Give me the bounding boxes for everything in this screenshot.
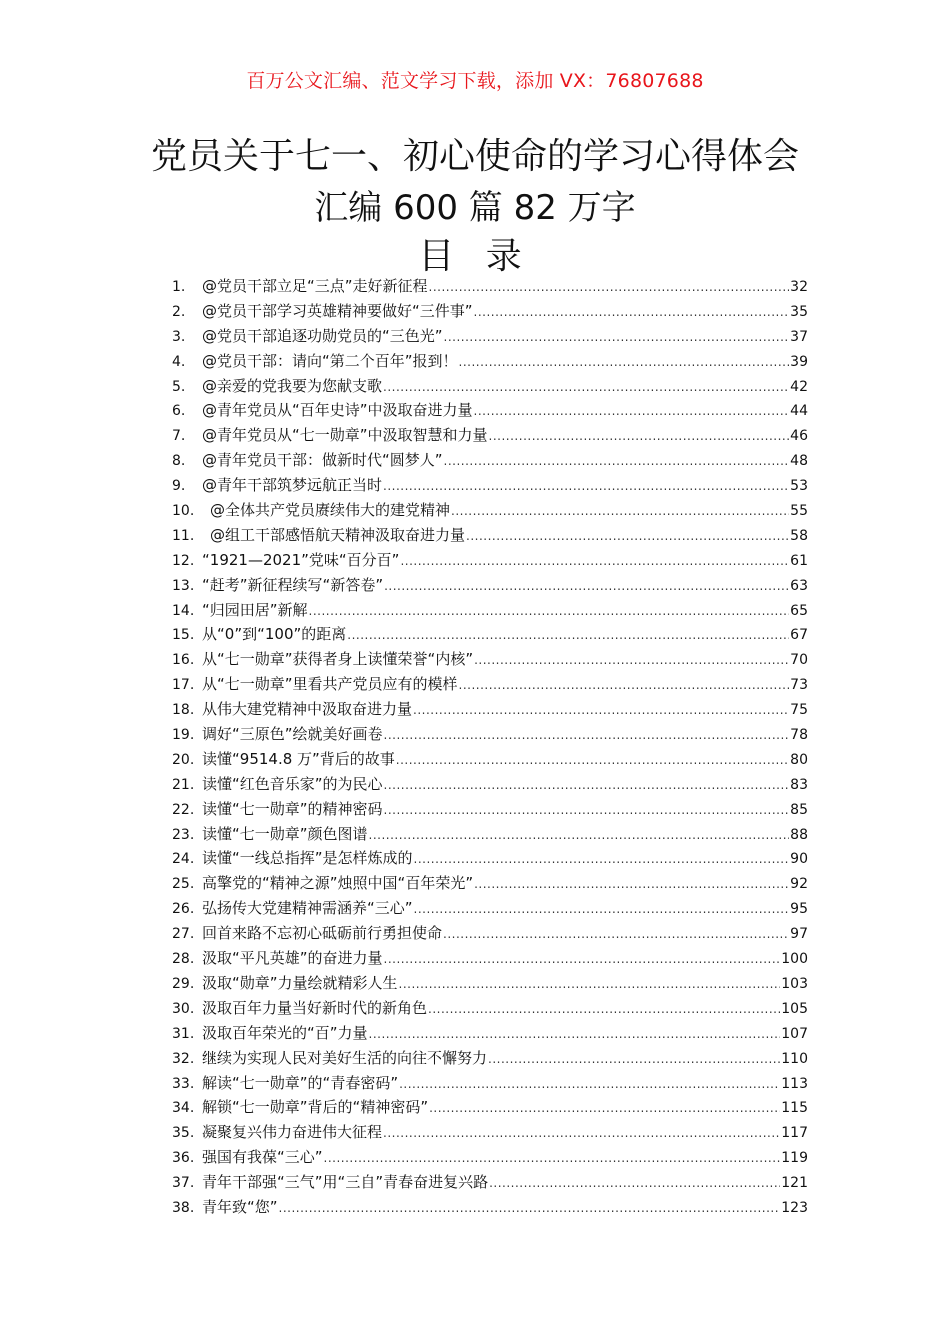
dot-leader [414, 847, 790, 872]
toc-entry-number: 5. [172, 378, 186, 395]
toc-entry-title: @党员干部立足“三点”走好新征程 [202, 277, 428, 295]
toc-entry[interactable] [172, 896, 808, 921]
toc-entry[interactable] [172, 299, 808, 324]
toc-entry-number: 7. [172, 428, 186, 445]
toc-entry-title: 高擎党的“精神之源”烛照中国“百年荣光” [202, 874, 474, 893]
toc-entry-title: 从“七一勋章”获得者身上读懂荣誉“内核” [202, 650, 474, 669]
toc-entry-page: 63 [790, 577, 808, 594]
toc-entry-number: 28. [172, 951, 195, 968]
toc-entry[interactable] [172, 846, 808, 871]
toc-entry-number: 36. [172, 1150, 195, 1167]
dot-leader [474, 872, 789, 897]
toc-entry-page: 44 [790, 403, 808, 420]
toc-entry-page: 90 [790, 851, 808, 868]
toc-heading: 目 录 [418, 236, 532, 277]
toc-entry-page: 105 [781, 1000, 808, 1017]
dot-leader [474, 300, 790, 325]
toc-entry-number: 19. [172, 727, 195, 744]
dot-leader [459, 673, 790, 698]
dot-leader [399, 1072, 780, 1097]
toc-entry[interactable] [172, 324, 808, 349]
dot-leader [428, 997, 780, 1022]
toc-entry-number: 26. [172, 901, 195, 918]
toc-entry-page: 121 [781, 1175, 808, 1192]
toc-entry[interactable] [172, 523, 808, 548]
toc-entry-number: 31. [172, 1025, 195, 1042]
dot-leader [489, 1171, 780, 1196]
toc-entry[interactable] [172, 274, 808, 299]
toc-entry-title: 汲取“勋章”力量绘就精彩人生 [202, 973, 398, 992]
dot-leader [400, 549, 789, 574]
toc-entry-number: 27. [172, 926, 195, 943]
toc-entry-page: 123 [781, 1199, 808, 1216]
toc-entry-number: 6. [172, 403, 186, 420]
toc-entry-number: 22. [172, 801, 195, 818]
toc-entry-page: 113 [781, 1075, 808, 1092]
toc-entry[interactable] [172, 548, 808, 573]
dot-leader [429, 275, 790, 300]
toc-entry-number: 17. [172, 677, 195, 694]
toc-entry-number: 15. [172, 627, 195, 644]
toc-entry[interactable] [172, 473, 808, 498]
toc-entry-number: 29. [172, 975, 195, 992]
toc-entry-page: 88 [790, 826, 808, 843]
toc-entry-page: 110 [781, 1050, 808, 1067]
toc-entry-number: 25. [172, 876, 195, 893]
toc-entry-number: 16. [172, 652, 195, 669]
toc-entry-title: 读懂“七一勋章”颜色图谱 [202, 824, 368, 843]
toc-entry-page: 115 [781, 1100, 808, 1117]
toc-entry-number: 1. [172, 279, 186, 295]
toc-entry-title: 读懂“红色音乐家”的为民心 [202, 774, 383, 793]
toc-entry-page: 117 [781, 1125, 808, 1142]
toc-entry-page: 92 [790, 876, 808, 893]
toc-entry[interactable] [172, 1021, 808, 1046]
toc-entry-title: @青年党员从“百年史诗”中汲取奋进力量 [202, 401, 473, 420]
dot-leader [369, 823, 790, 848]
toc-entry-title: 回首来路不忘初心砥砺前行勇担使命 [202, 924, 443, 943]
toc-entry-page: 46 [790, 428, 808, 445]
table-of-contents [172, 274, 808, 1220]
toc-entry[interactable] [172, 722, 808, 747]
toc-entry-title: @全体共产党员赓续伟大的建党精神 [210, 501, 451, 520]
toc-entry-number: 10. [172, 503, 195, 520]
dot-leader [279, 1196, 781, 1221]
toc-entry-number: 30. [172, 1000, 195, 1017]
toc-entry-title: 从“七一勋章”里看共产党员应有的模样 [202, 675, 458, 694]
toc-entry-page: 85 [790, 801, 808, 818]
toc-entry[interactable] [172, 498, 808, 523]
dot-leader [384, 723, 790, 748]
toc-entry-page: 35 [790, 303, 808, 320]
toc-entry-page: 78 [790, 727, 808, 744]
toc-entry[interactable] [172, 772, 808, 797]
toc-entry[interactable] [172, 1120, 808, 1145]
dot-leader [399, 972, 781, 997]
dot-leader [451, 499, 789, 524]
toc-entry[interactable] [172, 1046, 808, 1071]
toc-entry-title: 读懂“9514.8 万”背后的故事 [202, 749, 395, 768]
toc-entry-number: 20. [172, 751, 195, 768]
toc-entry-title: 汲取“平凡英雄”的奋进力量 [202, 949, 383, 968]
toc-entry-number: 14. [172, 602, 195, 619]
toc-entry-number: 18. [172, 702, 195, 719]
toc-entry-title: @党员干部追逐功勋党员的“三色光” [202, 326, 443, 345]
toc-entry-page: 107 [781, 1025, 808, 1042]
toc-entry[interactable] [172, 1071, 808, 1096]
dot-leader [444, 449, 790, 474]
toc-entry-title: 继续为实现人民对美好生活的向往不懈努力 [202, 1048, 488, 1067]
toc-entry[interactable] [172, 448, 808, 473]
toc-entry-page: 42 [790, 378, 808, 395]
document-subtitle: 汇编 600 篇 82 万字 [314, 188, 636, 228]
toc-entry-page: 97 [790, 926, 808, 943]
toc-entry-title: “归园田居”新解 [202, 600, 308, 619]
toc-entry-title: 汲取百年荣光的“百”力量 [202, 1023, 368, 1042]
toc-entry-page: 83 [790, 776, 808, 793]
toc-entry-number: 3. [172, 328, 186, 345]
dot-leader [309, 599, 790, 624]
toc-entry-page: 55 [790, 503, 808, 520]
toc-entry-page: 100 [781, 951, 808, 968]
dot-leader [383, 375, 789, 400]
toc-entry[interactable] [172, 349, 808, 374]
toc-entry-page: 53 [790, 478, 808, 495]
dot-leader [384, 947, 781, 972]
toc-entry[interactable] [172, 598, 808, 623]
toc-entry[interactable] [172, 996, 808, 1021]
document-title: 党员关于七一、初心使命的学习心得体会 [150, 136, 799, 177]
dot-leader [384, 773, 790, 798]
toc-entry-page: 80 [790, 751, 808, 768]
toc-entry[interactable] [172, 1195, 808, 1220]
toc-entry-title: 汲取百年力量当好新时代的新角色 [202, 998, 428, 1017]
dot-leader [384, 798, 790, 823]
toc-entry-page: 32 [790, 279, 808, 295]
toc-entry[interactable] [172, 1145, 808, 1170]
dot-leader [444, 325, 790, 350]
dot-leader [474, 399, 790, 424]
toc-entry[interactable] [172, 697, 808, 722]
toc-entry-title: 解锁“七一勋章”背后的“精神密码” [202, 1098, 429, 1117]
toc-entry-number: 24. [172, 851, 195, 868]
dot-leader [413, 698, 789, 723]
dot-leader [347, 623, 789, 648]
toc-entry[interactable] [172, 747, 808, 772]
toc-entry[interactable] [172, 647, 808, 672]
toc-entry[interactable] [172, 946, 808, 971]
toc-entry-title: 从伟大建党精神中汲取奋进力量 [202, 700, 413, 719]
toc-entry-title: @青年党员从“七一勋章”中汲取智慧和力量 [202, 426, 488, 445]
toc-entry-title: 青年干部强“三气”用“三自”青春奋进复兴路 [202, 1173, 489, 1192]
dot-leader [324, 1146, 781, 1171]
dot-leader [443, 922, 789, 947]
toc-entry[interactable] [172, 398, 808, 423]
toc-entry-number: 34. [172, 1100, 195, 1117]
dot-leader [474, 648, 789, 673]
dot-leader [414, 897, 790, 922]
toc-entry[interactable] [172, 672, 808, 697]
toc-entry-title: 调好“三原色”绘就美好画卷 [202, 725, 383, 744]
toc-entry-title: 弘扬传大党建精神需涵养“三心” [202, 899, 413, 918]
dot-leader [488, 1047, 780, 1072]
toc-entry[interactable] [172, 374, 808, 399]
toc-entry-title: 解读“七一勋章”的“青春密码” [202, 1073, 399, 1092]
dot-leader [396, 748, 789, 773]
toc-entry-title: 从“0”到“100”的距离 [202, 625, 347, 644]
toc-entry-number: 13. [172, 577, 195, 594]
dot-leader [429, 1096, 780, 1121]
dot-leader [466, 524, 789, 549]
dot-leader [383, 1121, 780, 1146]
toc-entry-number: 12. [172, 552, 195, 569]
toc-entry-title: 读懂“一线总指挥”是怎样炼成的 [202, 849, 413, 868]
dot-leader [384, 574, 789, 599]
toc-entry-page: 58 [790, 527, 808, 544]
toc-entry-page: 73 [790, 677, 808, 694]
toc-entry-number: 37. [172, 1175, 195, 1192]
toc-entry-page: 61 [790, 552, 808, 569]
dot-leader [369, 1022, 781, 1047]
toc-entry[interactable] [172, 797, 808, 822]
toc-entry-title: 强国有我葆“三心” [202, 1148, 323, 1167]
toc-entry-title: @党员干部学习英雄精神要做好“三件事” [202, 301, 473, 320]
toc-entry[interactable] [172, 971, 808, 996]
toc-entry[interactable] [172, 822, 808, 847]
toc-entry-title: @党员干部：请向“第二个百年”报到！ [202, 351, 458, 370]
toc-entry[interactable] [172, 871, 808, 896]
toc-entry-page: 67 [790, 627, 808, 644]
toc-entry-title: 读懂“七一勋章”的精神密码 [202, 799, 383, 818]
toc-entry-page: 119 [781, 1150, 808, 1167]
toc-entry-number: 32. [172, 1050, 195, 1067]
promo-banner: 百万公文汇编、范文学习下载，添加 VX：76807688 [246, 70, 704, 92]
toc-entry-page: 103 [781, 975, 808, 992]
dot-leader [489, 424, 790, 449]
toc-entry-page: 37 [790, 328, 808, 345]
toc-entry-page: 95 [790, 901, 808, 918]
toc-entry-page: 75 [790, 702, 808, 719]
toc-entry-number: 11. [172, 527, 195, 544]
toc-entry[interactable] [172, 1170, 808, 1195]
toc-entry[interactable] [172, 1095, 808, 1120]
toc-entry-number: 2. [172, 303, 186, 320]
toc-entry-page: 48 [790, 453, 808, 470]
toc-entry-title: @青年党员干部：做新时代“圆梦人” [202, 451, 443, 470]
toc-entry-title: @组工干部感悟航天精神汲取奋进力量 [210, 525, 466, 544]
toc-entry-number: 21. [172, 776, 195, 793]
toc-entry-page: 70 [790, 652, 808, 669]
toc-entry[interactable] [172, 423, 808, 448]
toc-entry-number: 35. [172, 1125, 195, 1142]
toc-entry-number: 33. [172, 1075, 195, 1092]
toc-entry-number: 9. [172, 478, 186, 495]
toc-entry-number: 23. [172, 826, 195, 843]
toc-entry[interactable] [172, 921, 808, 946]
toc-entry-number: 8. [172, 453, 186, 470]
toc-entry-title: 青年致“您” [202, 1197, 278, 1216]
toc-entry-title: “1921—2021”党味“百分百” [202, 550, 400, 569]
toc-entry-title: “赶考”新征程续写“新答卷” [202, 575, 384, 594]
toc-entry-page: 39 [790, 353, 808, 370]
toc-entry-page: 65 [790, 602, 808, 619]
toc-entry-title: @青年干部筑梦远航正当时 [202, 476, 383, 495]
dot-leader [383, 474, 789, 499]
dot-leader [459, 350, 790, 375]
toc-entry-title: @亲爱的党我要为您献支歌 [202, 376, 383, 395]
toc-entry[interactable] [172, 573, 808, 598]
toc-entry-number: 38. [172, 1199, 195, 1216]
toc-entry-number: 4. [172, 353, 186, 370]
toc-entry-title: 凝聚复兴伟力奋进伟大征程 [202, 1123, 383, 1142]
toc-entry[interactable] [172, 622, 808, 647]
